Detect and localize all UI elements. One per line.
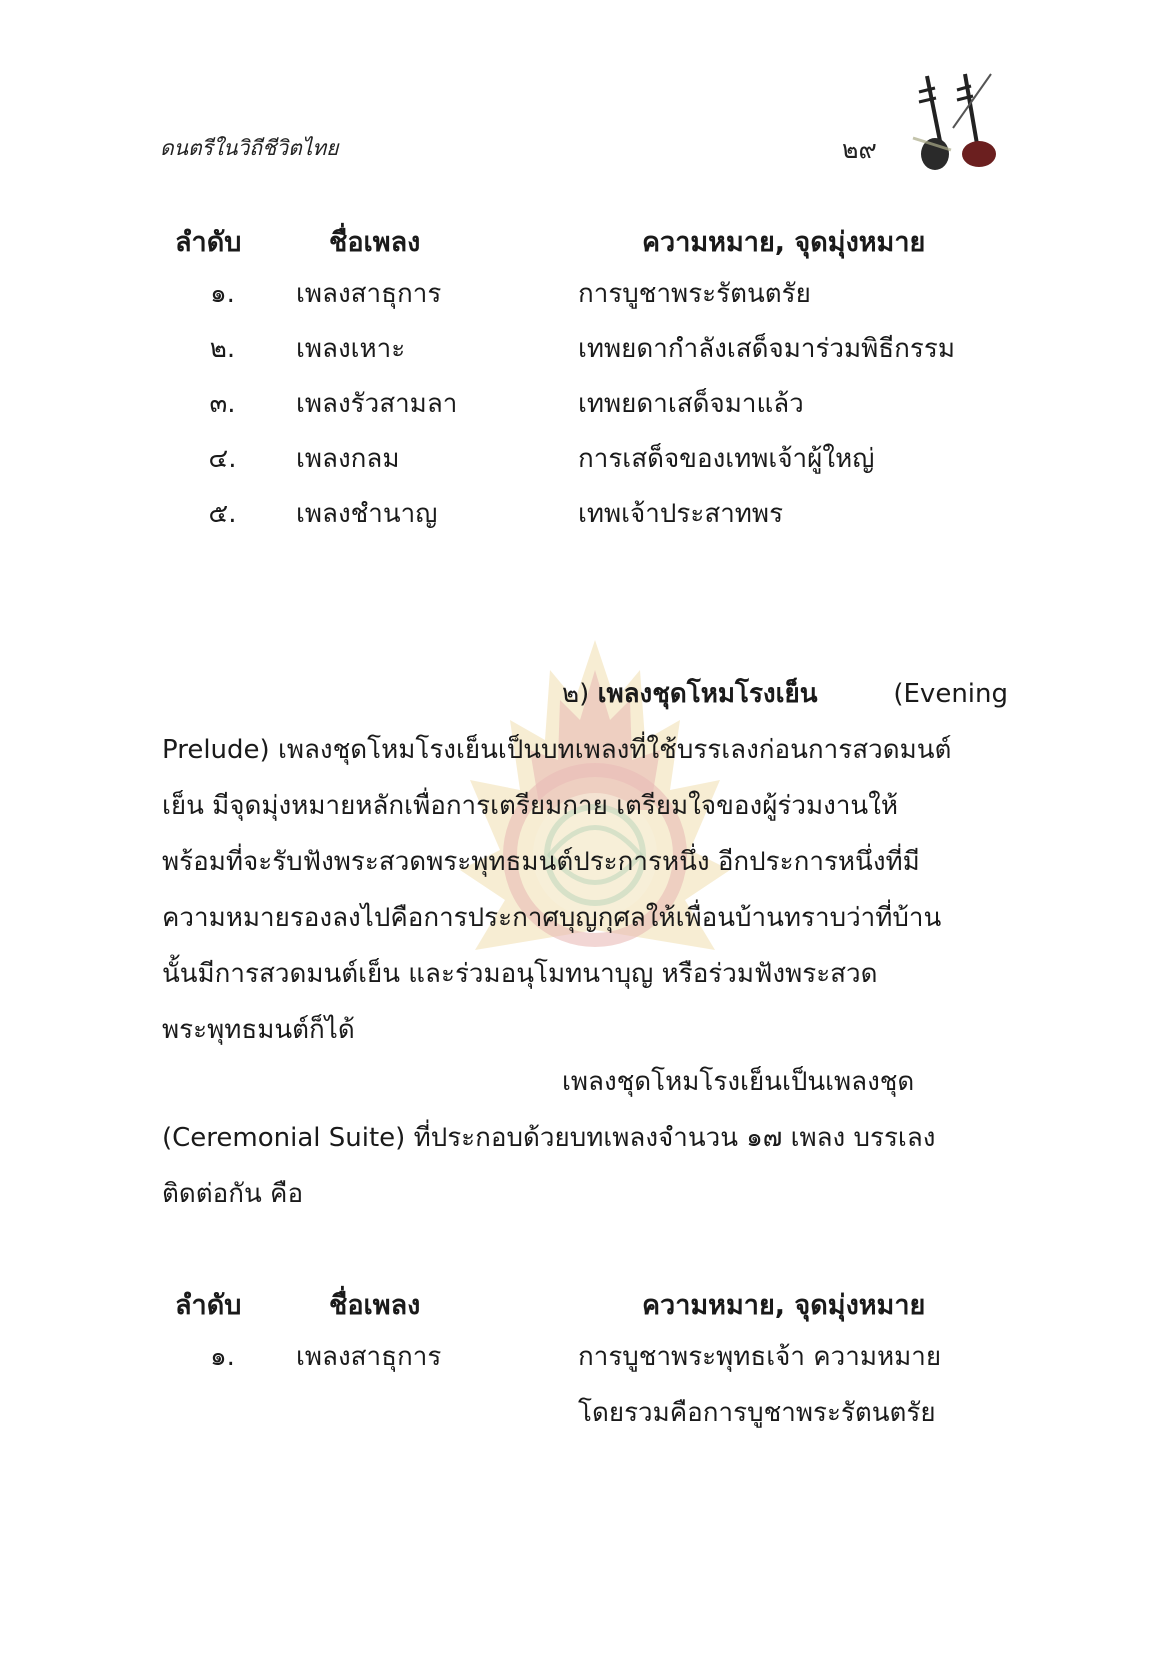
running-head: ดนตรีในวิถีชีวิตไทย — [160, 136, 339, 160]
paragraph-line: ความหมายรองลงไปคือการประกาศบุญกุศลให้เพื่อนบ้านทราบว่าที่บ้าน — [162, 903, 942, 933]
row-order: ๔. — [208, 444, 237, 474]
row-song: เพลงเหาะ — [296, 334, 406, 364]
page-number: ๒๙ — [842, 135, 877, 164]
table-row — [0, 273, 1164, 313]
section-english-title: (Evening — [893, 679, 1008, 709]
header-order: ลำดับ — [175, 227, 242, 258]
header-meaning: ความหมาย, จุดมุ่งหมาย — [642, 1290, 926, 1321]
thai-fiddle-icon — [905, 68, 1015, 178]
section-2-body — [162, 666, 1008, 1086]
table-row — [0, 438, 1164, 478]
paragraph-line: เพลงชุดโหมโรงเย็นเป็นเพลงชุด — [562, 1067, 915, 1097]
row-order: ๓. — [209, 389, 236, 419]
paragraph-line: Prelude) เพลงชุดโหมโรงเย็นเป็นบทเพลงที่ใช้บรรเลงก่อนการสวดมนต์ — [162, 735, 952, 765]
row-meaning-line: โดยรวมคือการบูชาพระรัตนตรัย — [578, 1398, 936, 1428]
paragraph-line: นั้นมีการสวดมนต์เย็น และร่วมอนุโมทนาบุญ หรือร่วมฟังพระสวด — [162, 959, 878, 989]
header-order: ลำดับ — [175, 1290, 242, 1321]
table-row — [0, 328, 1164, 368]
paragraph-line: เย็น มีจุดมุ่งหมายหลักเพื่อการเตรียมกาย เตรียมใจของผู้ร่วมงานให้ — [162, 791, 899, 821]
row-order: ๕. — [208, 499, 237, 529]
row-meaning: การบูชาพระรัตนตรัย — [578, 279, 811, 309]
table-header — [0, 1283, 1164, 1323]
row-meaning: เทพเจ้าประสาทพร — [578, 499, 784, 529]
table-row — [0, 383, 1164, 423]
row-order: ๑. — [210, 1342, 235, 1372]
paragraph-line: ติดต่อกัน คือ — [162, 1179, 304, 1209]
row-song: เพลงกลม — [296, 444, 400, 474]
row-song: เพลงชำนาญ — [296, 499, 438, 529]
row-song: เพลงรัวสามลา — [296, 389, 458, 419]
header-song: ชื่อเพลง — [329, 1290, 421, 1321]
section-heading — [562, 666, 1008, 722]
header-song: ชื่อเพลง — [329, 227, 421, 258]
row-meaning-line: การบูชาพระพุทธเจ้า ความหมาย — [578, 1342, 942, 1372]
table-header — [0, 220, 1164, 260]
paragraph-line: พร้อมที่จะรับฟังพระสวดพระพุทธมนต์ประการหนึ่ง อีกประการหนึ่งที่มี — [162, 847, 920, 877]
row-order: ๑. — [210, 279, 235, 309]
paragraph-line: พระพุทธมนต์ก็ได้ — [162, 1015, 355, 1045]
row-song: เพลงสาธุการ — [296, 1342, 442, 1372]
paragraph-line: (Ceremonial Suite) ที่ประกอบด้วยบทเพลงจำนวน ๑๗ เพลง บรรเลง — [162, 1123, 936, 1153]
row-meaning: การเสด็จของเทพเจ้าผู้ใหญ่ — [578, 444, 875, 474]
header-meaning: ความหมาย, จุดมุ่งหมาย — [642, 227, 926, 258]
table-row — [0, 1336, 1164, 1446]
row-song: เพลงสาธุการ — [296, 279, 442, 309]
section-title: เพลงชุดโหมโรงเย็น — [597, 679, 818, 709]
row-meaning: เทพยดากำลังเสด็จมาร่วมพิธีกรรม — [578, 334, 955, 364]
table-row — [0, 493, 1164, 533]
row-order: ๒. — [209, 334, 236, 364]
row-meaning: เทพยดาเสด็จมาแล้ว — [578, 389, 804, 419]
section-2-paragraph-2 — [162, 1054, 1008, 1214]
section-number: ๒) — [562, 679, 590, 709]
